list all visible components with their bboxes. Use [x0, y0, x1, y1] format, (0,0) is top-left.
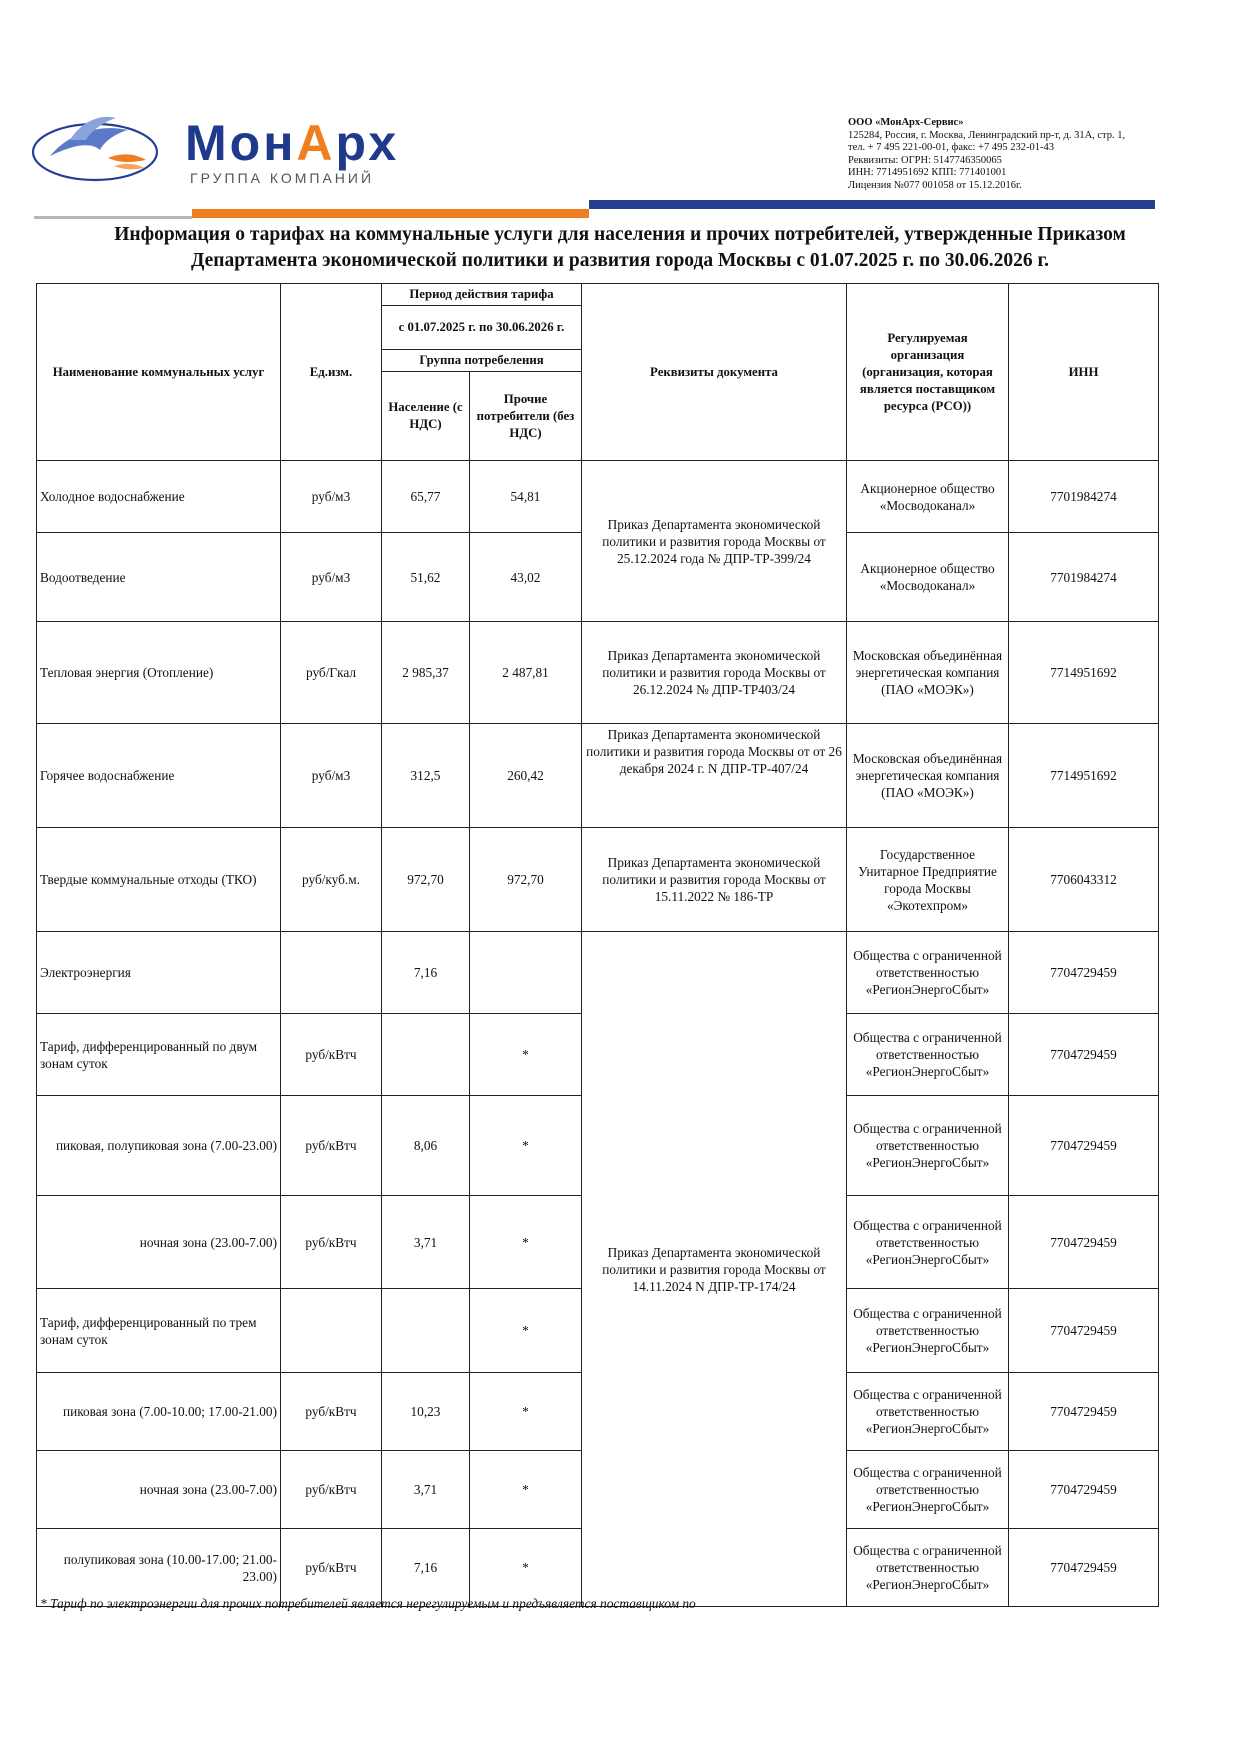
cell-others [470, 932, 582, 1014]
company-details [848, 117, 1178, 193]
cell-unit: руб/м3 [281, 533, 382, 622]
cell-unit: руб/кВтч [281, 1014, 382, 1096]
cell-unit: руб/Гкал [281, 622, 382, 724]
cell-others: * [470, 1096, 582, 1196]
company-ogrn: Реквизиты: ОГРН: 5147746350065 [848, 154, 1002, 166]
company-address: 125284, Россия, г. Москва, Ленинградский пр-т, д. 31А, стр. 1, [848, 129, 1126, 141]
cell-population: 8,06 [382, 1096, 470, 1196]
cell-inn: 7701984274 [1009, 461, 1159, 533]
table-row [37, 724, 1159, 828]
table-row [37, 622, 1159, 724]
cell-org: Акционерное общество «Мосводоканал» [847, 461, 1009, 533]
cell-service: ночная зона (23.00-7.00) [37, 1196, 281, 1289]
cell-document: Приказ Департамента экономической политики и развития города Москвы от 26.12.2024 № ДПР-ТР403/24 [582, 622, 847, 724]
cell-unit: руб/кВтч [281, 1096, 382, 1196]
header-band-orange [192, 209, 589, 218]
cell-unit [281, 932, 382, 1014]
cell-inn: 7704729459 [1009, 1196, 1159, 1289]
cell-population [382, 1289, 470, 1373]
cell-org: Государственное Унитарное Предприятие города Москвы «Экотехпром» [847, 828, 1009, 932]
cell-inn: 7706043312 [1009, 828, 1159, 932]
header-unit: Ед.изм. [281, 284, 382, 461]
header-org: Регулируемая организация (организация, которая является поставщиком ресурса (РСО)) [847, 284, 1009, 461]
cell-population: 7,16 [382, 1529, 470, 1607]
cell-others: * [470, 1373, 582, 1451]
cell-unit: руб/кВтч [281, 1451, 382, 1529]
cell-others: * [470, 1196, 582, 1289]
header-others: Прочие потребители (без НДС) [470, 372, 582, 461]
cell-others: * [470, 1529, 582, 1607]
cell-service: Водоотведение [37, 533, 281, 622]
cell-inn: 7704729459 [1009, 932, 1159, 1014]
cell-org: Московская объединённая энергетическая компания (ПАО «МОЭК») [847, 724, 1009, 828]
cell-population: 972,70 [382, 828, 470, 932]
header-inn: ИНН [1009, 284, 1159, 461]
cell-service: ночная зона (23.00-7.00) [37, 1451, 281, 1529]
header-service: Наименование коммунальных услуг [37, 284, 281, 461]
cell-service: Тепловая энергия (Отопление) [37, 622, 281, 724]
cell-others: 54,81 [470, 461, 582, 533]
cell-population: 65,77 [382, 461, 470, 533]
cell-population: 3,71 [382, 1451, 470, 1529]
cell-others: 972,70 [470, 828, 582, 932]
cell-org: Общества с ограниченной ответственностью «РегионЭнергоСбыт» [847, 1096, 1009, 1196]
cell-others: * [470, 1014, 582, 1096]
cell-org: Общества с ограниченной ответственностью «РегионЭнергоСбыт» [847, 1289, 1009, 1373]
cell-unit: руб/кВтч [281, 1529, 382, 1607]
company-logo [30, 112, 530, 187]
header-band-blue [589, 200, 1155, 209]
cell-unit: руб/кВтч [281, 1196, 382, 1289]
cell-unit [281, 1289, 382, 1373]
cell-org: Общества с ограниченной ответственностью «РегионЭнергоСбыт» [847, 932, 1009, 1014]
bird-logo-icon [30, 112, 160, 184]
cell-unit: руб/куб.м. [281, 828, 382, 932]
cell-population: 3,71 [382, 1196, 470, 1289]
cell-document: Приказ Департамента экономической политики и развития города Москвы от 15.11.2022 № 186-ТР [582, 828, 847, 932]
table-row [37, 461, 1159, 533]
cell-inn: 7704729459 [1009, 1529, 1159, 1607]
company-phone: тел. + 7 495 221-00-01, факс: +7 495 232-01-43 [848, 142, 1054, 154]
title-line-1: Информация о тарифах на коммунальные услуги для населения и прочих потребителей, утвержденные Приказом [114, 224, 1126, 245]
cell-service: Тариф, дифференцированный по двум зонам суток [37, 1014, 281, 1096]
logo-subtitle: ГРУППА КОМПАНИЙ [190, 170, 375, 186]
cell-service: Тариф, дифференцированный по трем зонам суток [37, 1289, 281, 1373]
table-row [37, 932, 1159, 1014]
cell-org: Общества с ограниченной ответственностью «РегионЭнергоСбыт» [847, 1196, 1009, 1289]
cell-inn: 7714951692 [1009, 622, 1159, 724]
cell-others: 260,42 [470, 724, 582, 828]
cell-org: Общества с ограниченной ответственностью «РегионЭнергоСбыт» [847, 1451, 1009, 1529]
header-band-grey [34, 216, 192, 219]
header-period-dates: с 01.07.2025 г. по 30.06.2026 г. [382, 306, 582, 350]
cell-others: 43,02 [470, 533, 582, 622]
header-population: Население (с НДС) [382, 372, 470, 461]
title-line-2: Департамента экономической политики и развития города Москвы с 01.07.2025 г. по 30.06.2026 г. [191, 250, 1049, 271]
document-title [40, 222, 1200, 274]
cell-org: Общества с ограниченной ответственностью «РегионЭнергоСбыт» [847, 1373, 1009, 1451]
cell-population [382, 1014, 470, 1096]
cell-population: 10,23 [382, 1373, 470, 1451]
company-inn: ИНН: 7714951692 КПП: 771401001 [848, 167, 1007, 179]
cell-service: Твердые коммунальные отходы (ТКО) [37, 828, 281, 932]
tariff-table [36, 283, 1159, 1607]
cell-org: Общества с ограниченной ответственностью «РегионЭнергоСбыт» [847, 1014, 1009, 1096]
cell-service: пиковая, полупиковая зона (7.00-23.00) [37, 1096, 281, 1196]
logo-wordmark: МонАрх [185, 115, 400, 171]
cell-population: 2 985,37 [382, 622, 470, 724]
company-license: Лицензия №077 001058 от 15.12.2016г. [848, 179, 1022, 191]
cell-service: полупиковая зона (10.00-17.00; 21.00-23.00) [37, 1529, 281, 1607]
cell-document: Приказ Департамента экономической политики и развития города Москвы от 14.11.2024 N ДПР-ТР-174/24 [582, 932, 847, 1607]
cell-service: пиковая зона (7.00-10.00; 17.00-21.00) [37, 1373, 281, 1451]
cell-inn: 7704729459 [1009, 1096, 1159, 1196]
cell-inn: 7704729459 [1009, 1014, 1159, 1096]
header-period: Период действия тарифа [382, 284, 582, 306]
cell-inn: 7704729459 [1009, 1373, 1159, 1451]
cell-unit: руб/кВтч [281, 1373, 382, 1451]
cell-inn: 7704729459 [1009, 1289, 1159, 1373]
cell-others: * [470, 1289, 582, 1373]
cell-document: Приказ Департамента экономической политики и развития города Москвы от от 26 декабря 2024 г. N ДПР-ТР-407/24 [582, 724, 847, 828]
cell-document: Приказ Департамента экономической политики и развития города Москвы от 25.12.2024 года № ДПР-ТР-399/24 [582, 461, 847, 622]
cell-population: 51,62 [382, 533, 470, 622]
header-group: Группа потребеления [382, 350, 582, 372]
cell-inn: 7701984274 [1009, 533, 1159, 622]
cell-service: Холодное водоснабжение [37, 461, 281, 533]
cell-inn: 7704729459 [1009, 1451, 1159, 1529]
cell-service: Горячее водоснабжение [37, 724, 281, 828]
cell-org: Акционерное общество «Мосводоканал» [847, 533, 1009, 622]
table-row [37, 828, 1159, 932]
cell-org: Общества с ограниченной ответственностью «РегионЭнергоСбыт» [847, 1529, 1009, 1607]
cell-population: 7,16 [382, 932, 470, 1014]
cell-service: Электроэнергия [37, 932, 281, 1014]
cell-inn: 7714951692 [1009, 724, 1159, 828]
header-row [37, 284, 1159, 306]
company-name: ООО «МонАрх-Сервис» [848, 117, 964, 128]
header-document: Реквизиты документа [582, 284, 847, 461]
cell-others: * [470, 1451, 582, 1529]
cell-others: 2 487,81 [470, 622, 582, 724]
cell-population: 312,5 [382, 724, 470, 828]
cell-unit: руб/м3 [281, 461, 382, 533]
cell-org: Московская объединённая энергетическая компания (ПАО «МОЭК») [847, 622, 1009, 724]
footnote: * Тариф по электроэнергии для прочих потребителей является нерегулируемым и предъявляется поставщиком по [40, 1596, 696, 1611]
cell-unit: руб/м3 [281, 724, 382, 828]
